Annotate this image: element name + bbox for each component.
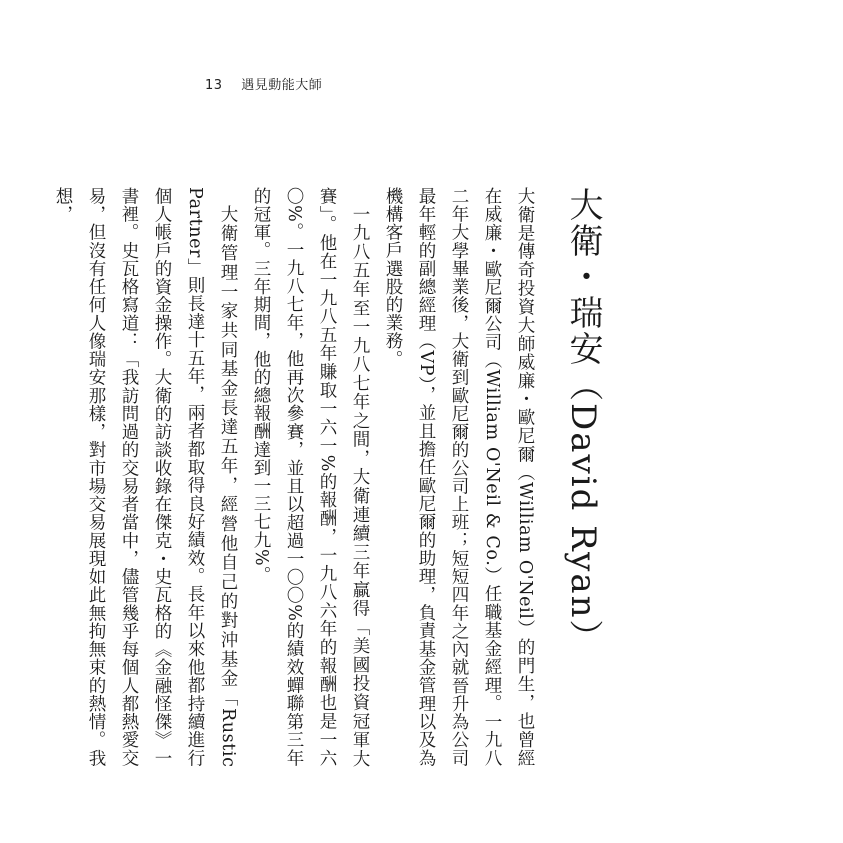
vertical-text-body bbox=[46, 187, 611, 767]
paragraph-2: 一九八五年至一九八七年之間，大衛連續三年贏得「美國投資冠軍大賽」。他在一九八五年賺取一六一%的報酬，一九八六年的報酬也是一六〇%。一九八七年，他再次參賽，並且以超過一〇〇%的績效蟬聯第三年的冠軍。三年期間，他的總報酬達到一三七九%。 bbox=[251, 187, 370, 767]
paragraph-1: 大衛是傳奇投資大師威廉・歐尼爾（William O'Neil）的門生，也曾經在威廉・歐尼爾公司（William O'Neil & Co.）任職基金經理。一九八二年大學畢業後，大衛到歐尼爾的公司上班；短短四年之內就晉升為公司最年輕的副總經理（VP），並且擔任歐尼爾的助理，負責基金管理以及為機構客戶選股的業務。 bbox=[383, 187, 535, 767]
running-header bbox=[205, 74, 322, 93]
paragraph-3: 大衛管理一家共同基金長達五年，經營他自己的對沖基金「Rustic Partner」則長達十五年，兩者都取得良好績效。長年以來他都持續進行個人帳戶的資金操作。大衛的訪談收錄在傑克・史瓦格的《金融怪傑》一書裡。史瓦格寫道：「我訪問過的交易者當中，儘管幾乎每個人都熱愛交易，但沒有任何人像瑞安那樣，對市場交易展現如此無拘無束的熱情。我想， bbox=[53, 187, 238, 767]
book-title: 遇見動能大師 bbox=[241, 78, 323, 93]
page-number: 13 bbox=[205, 78, 223, 93]
chapter-title: 大衛・瑞安（David Ryan） bbox=[563, 187, 603, 656]
